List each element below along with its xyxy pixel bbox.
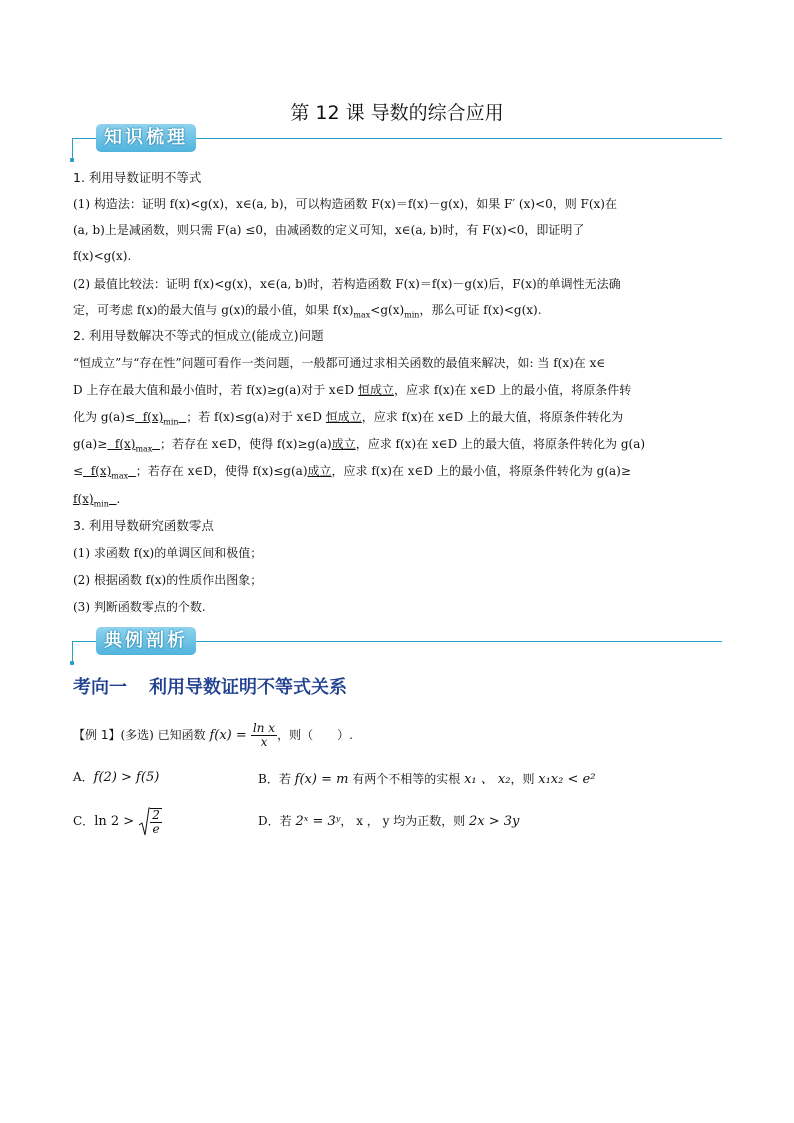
math-expression: 2ˣ = 3ʸ bbox=[295, 814, 341, 829]
text: 定，可考虑 f(x)的最大值与 g(x)的最小值，如果 f(x) bbox=[73, 303, 354, 317]
text: ，那么可证 f(x)<g(x). bbox=[419, 303, 542, 317]
option-c bbox=[73, 806, 162, 837]
text-line bbox=[73, 464, 631, 483]
text: ，应求 f(x)在 x∈D 上的最大值，将原条件转化为 g(a) bbox=[355, 437, 646, 451]
banner-dot bbox=[70, 158, 74, 162]
text: ，则 bbox=[510, 772, 539, 786]
math-expression: f(x) = m bbox=[294, 772, 349, 787]
text: . bbox=[116, 492, 121, 506]
fill-blank bbox=[73, 492, 117, 509]
section-label: 知识梳理 bbox=[96, 124, 196, 152]
blank-text: f(x) bbox=[83, 464, 112, 478]
math-expression: x₁x₂ < e² bbox=[538, 772, 596, 787]
math-expression: ln 2 > bbox=[94, 814, 139, 829]
section-label: 典例剖析 bbox=[96, 627, 196, 655]
math-expression: 2x > 3y bbox=[469, 814, 520, 829]
text-line: (2) 最值比较法：证明 f(x)<g(x)，x∈(a, b)时，若构造函数 F(x)＝f(x)－g(x)后，F(x)的单调性无法确 bbox=[73, 277, 621, 291]
text: <g(x) bbox=[370, 303, 405, 317]
text: ，应求 f(x)在 x∈D 上的最大值，将原条件转化为 bbox=[361, 410, 624, 424]
text: ；若 f(x)≤g(a)对于 x∈D bbox=[186, 410, 326, 424]
blank-text: f(x) bbox=[73, 492, 94, 506]
fraction bbox=[251, 722, 277, 749]
option-label: C． bbox=[73, 814, 95, 828]
text: 化为 g(a)≤ bbox=[73, 410, 136, 424]
option-d bbox=[258, 812, 519, 829]
math-expression: f(2) > f(5) bbox=[93, 770, 160, 785]
banner-dot bbox=[70, 661, 74, 665]
text-line: f(x)<g(x). bbox=[73, 249, 132, 263]
text-line bbox=[73, 492, 120, 511]
text: 有两个不相等的实根 bbox=[348, 772, 465, 786]
subscript: max bbox=[353, 310, 371, 320]
page-title: 第 12 课 导数的综合应用 bbox=[290, 102, 504, 124]
denominator: x bbox=[260, 735, 268, 749]
text: ，应求 f(x)在 x∈D 上的最小值，将原条件转化为 g(a)≥ bbox=[331, 464, 631, 478]
blank-text: f(x) bbox=[107, 437, 136, 451]
blank-text: f(x) bbox=[135, 410, 164, 424]
math-function: f(x) = bbox=[209, 728, 251, 743]
text-line bbox=[73, 303, 542, 322]
section-banner-knowledge bbox=[72, 124, 722, 164]
option-a bbox=[73, 768, 159, 785]
subscript: max bbox=[135, 444, 153, 454]
radical-sign-icon bbox=[138, 807, 150, 837]
subscript: min bbox=[93, 499, 109, 509]
fraction bbox=[150, 808, 162, 836]
text-line: (1) 求函数 f(x)的单调区间和极值； bbox=[73, 546, 263, 560]
subscript: min bbox=[163, 417, 179, 427]
text-line bbox=[73, 383, 631, 397]
text: (多选) 已知函数 bbox=[120, 728, 210, 742]
option-label: D． bbox=[258, 814, 280, 828]
underlined-text: 成立 bbox=[307, 464, 332, 478]
example-heading bbox=[73, 673, 347, 699]
text: ，则（ ）. bbox=[277, 728, 353, 742]
numerator: ln x bbox=[252, 721, 276, 735]
text-line: (a, b)上是减函数，则只需 F(a) ≤0，由减函数的定义可知，x∈(a, b)时，有 F(x)<0，即证明了 bbox=[73, 223, 585, 237]
text-line: (2) 根据函数 f(x)的性质作出图象； bbox=[73, 573, 263, 587]
fill-blank bbox=[83, 464, 136, 481]
example-question bbox=[73, 720, 353, 751]
underlined-text: 成立 bbox=[331, 437, 356, 451]
text-line: “恒成立”与“存在性”问题可看作一类问题，一般都可通过求相关函数的最值来解决，如: 当 f(x)在 x∈ bbox=[73, 356, 606, 370]
text: 若 bbox=[279, 814, 296, 828]
text: 若 bbox=[278, 772, 295, 786]
subscript: min bbox=[404, 310, 420, 320]
text-line bbox=[73, 437, 645, 456]
math-expression: x₁ 、 x₂ bbox=[464, 772, 511, 787]
square-root bbox=[138, 806, 162, 837]
option-label: B． bbox=[258, 772, 279, 786]
numerator: 2 bbox=[152, 807, 160, 822]
heading-3: 3. 利用导数研究函数零点 bbox=[73, 518, 214, 533]
text: ；若存在 x∈D，使得 f(x)≥g(a) bbox=[159, 437, 332, 451]
text: g(a)≥ bbox=[73, 437, 108, 451]
option-label: A． bbox=[73, 770, 94, 784]
heading-part: 考向一 bbox=[73, 677, 127, 698]
subscript: max bbox=[111, 471, 129, 481]
text: ；若存在 x∈D，使得 f(x)≤g(a) bbox=[135, 464, 308, 478]
section-banner-examples bbox=[72, 627, 722, 667]
option-b bbox=[258, 768, 595, 787]
underlined-text: 恒成立 bbox=[325, 410, 362, 424]
fill-blank bbox=[107, 437, 160, 454]
banner-vertical-line bbox=[72, 641, 73, 663]
heading-1: 1. 利用导数证明不等式 bbox=[73, 170, 202, 185]
heading-2: 2. 利用导数解决不等式的恒成立(能成立)问题 bbox=[73, 328, 324, 343]
text-line: (3) 判断函数零点的个数. bbox=[73, 600, 206, 614]
underlined-text: 恒成立 bbox=[357, 383, 394, 397]
denominator: e bbox=[152, 821, 160, 836]
fill-blank bbox=[135, 410, 186, 427]
heading-part: 利用导数证明不等式关系 bbox=[149, 677, 347, 698]
text: ，应求 f(x)在 x∈D 上的最小值，将原条件转 bbox=[394, 383, 632, 397]
text: D 上存在最大值和最小值时，若 f(x)≥g(a)对于 x∈D bbox=[73, 383, 358, 397]
text-line bbox=[73, 410, 623, 429]
text: ≤ bbox=[73, 464, 84, 478]
text-line: (1) 构造法：证明 f(x)<g(x)，x∈(a, b)，可以构造函数 F(x)＝f(x)－g(x)，如果 F′ (x)<0，则 F(x)在 bbox=[73, 197, 617, 211]
text: ， x ， y 均为正数，则 bbox=[340, 814, 470, 828]
banner-vertical-line bbox=[72, 138, 73, 160]
example-label: 【例 1】 bbox=[73, 728, 121, 742]
